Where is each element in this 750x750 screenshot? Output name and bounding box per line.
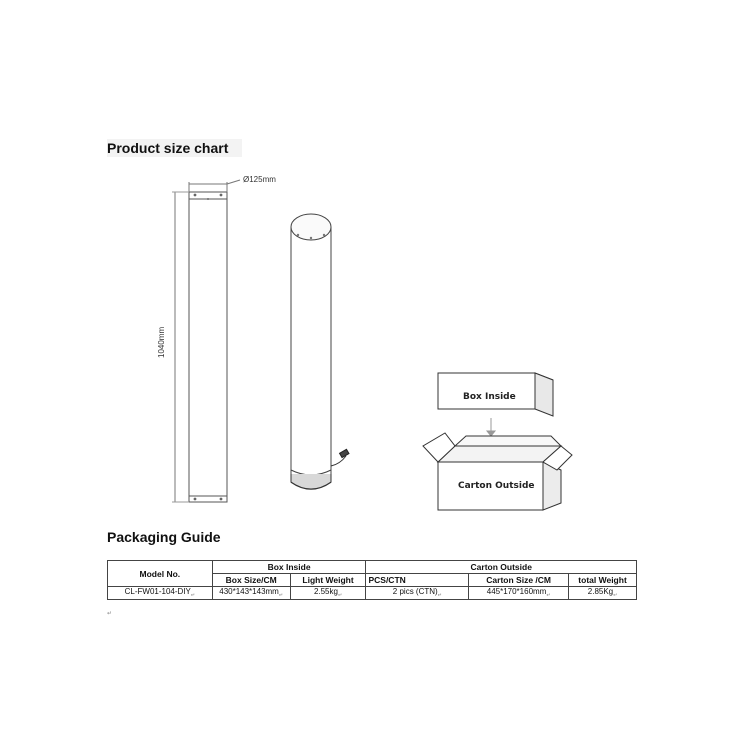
cylinder-3d-view	[291, 214, 349, 489]
total-weight-cell	[569, 587, 637, 600]
box-size-value: 430*143*143mm	[219, 587, 279, 597]
packaging-table	[107, 560, 637, 600]
box-inside-label: Box Inside	[463, 392, 516, 402]
cell-mark: ↵	[278, 592, 284, 599]
carton-size-cell	[469, 587, 569, 600]
pcs-ctn-header: PCS/CTN	[366, 574, 469, 587]
carton-outside-diagram	[423, 433, 572, 510]
carton-size-header: Carton Size /CM	[469, 574, 569, 587]
box-inside-header: Box Inside	[212, 561, 366, 574]
light-weight-value: 2.55kg	[313, 587, 338, 597]
front-view-outline	[172, 180, 240, 502]
down-arrow-icon	[487, 418, 495, 436]
pcs-ctn-value: 2 pics (CTN)	[392, 587, 438, 597]
cell-mark: ↵	[190, 592, 196, 599]
table-header-row	[108, 561, 637, 574]
box-size-header: Box Size/CM	[212, 574, 290, 587]
light-weight-cell	[290, 587, 366, 600]
model-value: CL-FW01-104-DIY	[124, 587, 191, 597]
cell-mark: ↵	[437, 592, 442, 599]
total-weight-header: total Weight	[569, 574, 637, 587]
diameter-label: Ø125mm	[243, 175, 276, 184]
cell-mark: ↵	[613, 592, 618, 599]
pcs-ctn-cell	[366, 587, 469, 600]
cell-mark: ↵	[546, 592, 551, 599]
carton-outside-label: Carton Outside	[458, 481, 535, 491]
height-label: 1040mm	[157, 326, 166, 358]
product-size-chart-title: Product size chart	[107, 139, 242, 157]
model-header: Model No.	[108, 561, 213, 587]
footer-mark: ↵	[107, 611, 113, 617]
table-row	[108, 587, 637, 600]
total-weight-value: 2.85Kg	[587, 587, 614, 597]
model-cell	[108, 587, 213, 600]
packaging-guide-title: Packaging Guide	[107, 529, 221, 545]
carton-outside-header: Carton Outside	[366, 561, 637, 574]
carton-size-value: 445*170*160mm	[486, 587, 547, 597]
box-size-cell	[212, 587, 290, 600]
cell-mark: ↵	[337, 592, 343, 599]
light-weight-header: Light Weight	[290, 574, 366, 587]
